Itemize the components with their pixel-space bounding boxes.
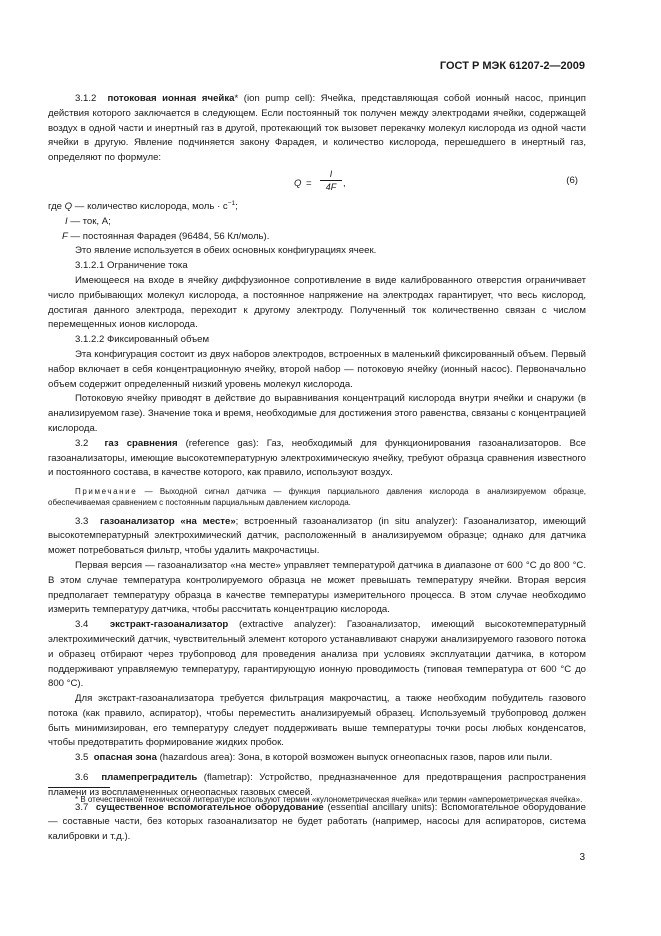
clause-3-5 bbox=[48, 751, 586, 766]
term: потоковая ионная ячейка bbox=[107, 93, 235, 104]
formula-lhs: Q bbox=[294, 177, 302, 189]
heading-3-1-2-2: 3.1.2.2 Фиксированный объем bbox=[75, 334, 210, 346]
term: существенное вспомогательное оборудование bbox=[95, 801, 324, 813]
clause-3-4 bbox=[48, 618, 586, 692]
clause-number: 3.4 bbox=[75, 619, 89, 631]
symbol-f: F bbox=[62, 230, 68, 242]
note bbox=[48, 486, 586, 508]
paragraph-3-1-2-2-a: Эта конфигурация состоит из двух наборов электродов, встроенных в маленький фиксированный объем. Первый набор включает в себя концентрационную ячейку, второй набор — потоковую ячейку (ионный насос). Первоначально объем содержит определенный низкий уровень молекул кислорода. bbox=[48, 348, 586, 390]
definition-q bbox=[48, 200, 586, 215]
q-end: ; bbox=[235, 200, 238, 212]
definition-text: ; встроенный газоанализатор (in situ analyzer): Газоанализатор, имеющий высокотемпературный электрохимический датчик, расположенный в анализируемом образце; однако для датчика может потребоваться фильтр, чтобы удалить макрочастицы. bbox=[48, 515, 586, 557]
term: экстракт-газоанализатор bbox=[109, 619, 229, 631]
formula-6 bbox=[48, 168, 586, 198]
formula-denominator: 4F bbox=[325, 181, 337, 192]
clause-3-7 bbox=[48, 801, 586, 845]
clause-3-3 bbox=[48, 515, 586, 559]
clause-number: 3.7 bbox=[75, 801, 89, 813]
term: опасная зона bbox=[93, 752, 157, 764]
footnote-separator bbox=[48, 787, 110, 788]
clause-number: 3.5 bbox=[75, 752, 89, 764]
i-text: — ток, А; bbox=[67, 215, 111, 227]
formula-number: (6) bbox=[566, 174, 578, 186]
definition-text: (hazardous area): Зона, в которой возможен выпуск огнеопасных газов, паров или пыли. bbox=[156, 752, 553, 764]
clause-number: 3.3 bbox=[75, 515, 89, 527]
definition-text: (extractive analyzer): Газоанализатор, имеющий высокотемпературный электрохимический датчик, чувствительный элемент которого устанавливают снаружи анализируемого газового потока и образец отбирают через трубопровод для проведения анализа при условиях эксплуатации датчика, в котором поддерживают управляемую температуру, гарантирующую ионную проводимость (типовая температура от 600 °С до 800 °С). bbox=[48, 619, 586, 690]
note-label: Примечание bbox=[75, 487, 138, 497]
formula-definitions bbox=[48, 200, 586, 244]
symbol-q: Q bbox=[64, 200, 73, 212]
clause-number: 3.6 bbox=[75, 772, 89, 784]
symbol-i: I bbox=[65, 215, 68, 227]
definition-text: (reference gas): Газ, необходимый для функционирования газоанализаторов. Все газоанализаторы, имеющие высокотемпературную электрохимическую ячейку, требуют образца сравнения известного и постоянного состава, в качестве которого, как правило, используют воздух. bbox=[48, 437, 586, 479]
q-text: — количество кислорода, моль · с bbox=[72, 200, 228, 212]
paragraph-both-configs: Это явление используется в обеих основных конфигурациях ячеек. bbox=[75, 245, 377, 257]
formula-equals: = bbox=[306, 177, 312, 189]
term: пламепреградитель bbox=[101, 772, 198, 784]
definition-text: (flametrap): Устройство, предназначенное для предотвращения распространения пламени из воспламененных огнеопасных газовых смесей. bbox=[48, 772, 586, 798]
term: газ сравнения bbox=[104, 437, 178, 449]
paragraph-3-1-2-1: Имеющееся на входе в ячейку диффузионное сопротивление в виде калиброванного отверстия ограничивает число прибывающих молекул кислорода, а постоянное напряжение на электродах гарантирует, что весь кислород, достигая данного электрода, переходит к другому электроду. Полученный ток количественно связан с числом перемещенных ионов кислорода. bbox=[48, 274, 586, 331]
clause-number: 3.2 bbox=[75, 437, 89, 449]
formula-comma: , bbox=[343, 177, 346, 189]
definition-f bbox=[48, 230, 586, 245]
where-word: где bbox=[48, 200, 65, 212]
paragraph-3-1-2-2-b: Потоковую ячейку приводят в действие до выравнивания концентраций кислорода внутри ячейки и снаружи (в анализируемом газе). Значение тока и время, необходимые для достижения этого равенства, связаны с концентрацией кислорода. bbox=[48, 393, 586, 434]
q-exponent: −1 bbox=[227, 199, 236, 207]
footnote-mark: * bbox=[234, 93, 239, 104]
footnote: * В отечественной технической литературе используют термин «кулонометрическая ячейка» или термин «амперометрическая ячейка». bbox=[75, 795, 583, 804]
clause-3-2 bbox=[48, 437, 586, 481]
heading-3-1-2-1: 3.1.2.1 Ограничение тока bbox=[75, 260, 188, 272]
paragraph-3-3-b: Первая версия — газоанализатор «на месте» управляет температурой датчика в диапазоне от 600 °С до 800 °С. В этом случае температура контролируемого образца не может превышать температуру ячейки. Вторая версия предполагает температуру образца в качестве температуры измерительного процесса. В этом случае необходимо измерить температуру датчика, чтобы рассчитать концентрацию кислорода. bbox=[48, 559, 586, 616]
note-text: — Выходной сигнал датчика — функция парциального давления кислорода в анализируемом образце, обеспечиваемая сравнением с постоянным парциальным давлением кислорода. bbox=[48, 487, 586, 508]
definition-text: (essential ancillary units): Вспомогательное оборудование — составные части, без которых газоанализатор не будет работать (например, насосы для аспираторов, система калибровки и т.д.). bbox=[48, 801, 587, 843]
term: газоанализатор «на месте» bbox=[99, 515, 236, 527]
clause-number: 3.1.2 bbox=[75, 93, 97, 104]
definition-i bbox=[48, 215, 586, 230]
definition-text: (ion pump cell): Ячейка, представляющая собой ионный насос, принцип действия которого заключается в следующем. Если постоянный ток получен между электродами ячейки, содержащей воздух в одной части и инертный газ в другой, протекающий ток вызовет перекачку молекул кислорода из одной части ячейки в другую. Явление подчиняется закону Фарадея, и количество кислорода, перешедшего в инертный газ, определяют по формуле: bbox=[48, 93, 586, 164]
standard-code-header: ГОСТ Р МЭК 61207-2—2009 bbox=[439, 60, 585, 72]
document-body bbox=[48, 92, 586, 845]
formula-numerator: I bbox=[320, 168, 342, 181]
clause-3-1-2 bbox=[48, 92, 586, 166]
page-number: 3 bbox=[579, 852, 585, 863]
formula-fraction bbox=[320, 168, 342, 193]
f-text: — постоянная Фарадея (96484, 56 Кл/моль). bbox=[67, 230, 270, 242]
paragraph-3-4-b: Для экстракт-газоанализатора требуется фильтрация макрочастиц, а также необходим побудитель газового потока (как правило, аспиратор), чтобы переместить анализируемый образец. Используемый трубопровод должен быть минимизирован, его температуру следует поддерживать выше температуры точки росы любых конденсатов, чтобы предотвратить формирование жидких пробок. bbox=[48, 693, 586, 749]
